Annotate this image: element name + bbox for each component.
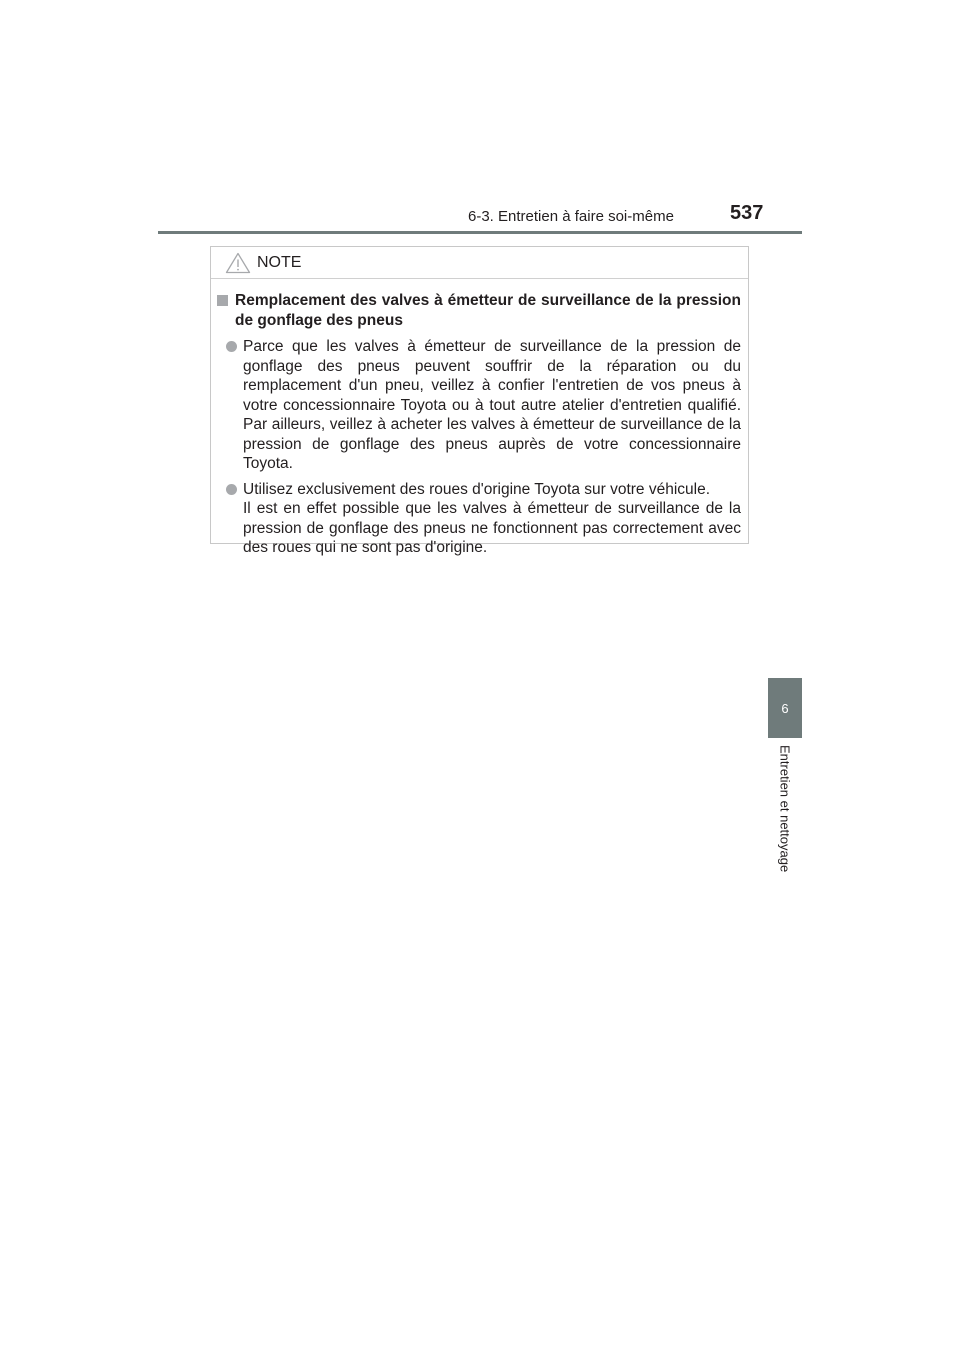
header-rule — [158, 231, 802, 234]
page-number: 537 — [730, 202, 764, 224]
chapter-number: 6 — [781, 700, 789, 716]
round-bullet-icon — [226, 484, 237, 495]
round-bullet-icon — [226, 341, 237, 352]
note-box — [210, 246, 749, 556]
note-bullet-text — [243, 337, 741, 474]
note-label: NOTE — [257, 253, 302, 271]
header-section-title: 6-3. Entretien à faire soi-même — [468, 208, 674, 225]
note-bullet-paragraph: Il est en effet possible que les valves à émetteur de surveillance de la pression de gonflage des pneus ne fonctionnent pas correctement avec des roues qui ne sont pas d'origine. — [243, 500, 741, 556]
note-bullet-paragraph: Parce que les valves à émetteur de surveillance de la pression de gonflage des pneus peuvent souffrir de la réparation ou du remplacement d'un pneu, veillez à confier l'entretien de vos pneus à votre concessionnaire Toyota ou à tout autre atelier d'entretien qualifié. Par ailleurs, veillez à acheter les valves à émetteur de surveillance de la pression de gonflage des pneus auprès de votre concessionnaire Toyota. — [243, 338, 741, 472]
note-body — [211, 279, 748, 558]
warning-triangle-icon — [225, 252, 251, 274]
note-item-title — [217, 291, 741, 331]
note-header — [211, 247, 748, 279]
square-bullet-icon — [217, 295, 228, 306]
note-bullet-paragraph: Utilisez exclusivement des roues d'origine Toyota sur votre véhicule. — [243, 480, 711, 498]
note-bullet — [217, 480, 741, 558]
chapter-title-text: Entretien et nettoyage — [777, 745, 793, 873]
chapter-title — [772, 745, 798, 890]
note-bullet-text — [243, 480, 741, 558]
note-bullet — [217, 337, 741, 474]
chapter-tab — [768, 678, 802, 738]
note-item-title-text: Remplacement des valves à émetteur de surveillance de la pression de gonflage des pneus — [235, 292, 741, 329]
